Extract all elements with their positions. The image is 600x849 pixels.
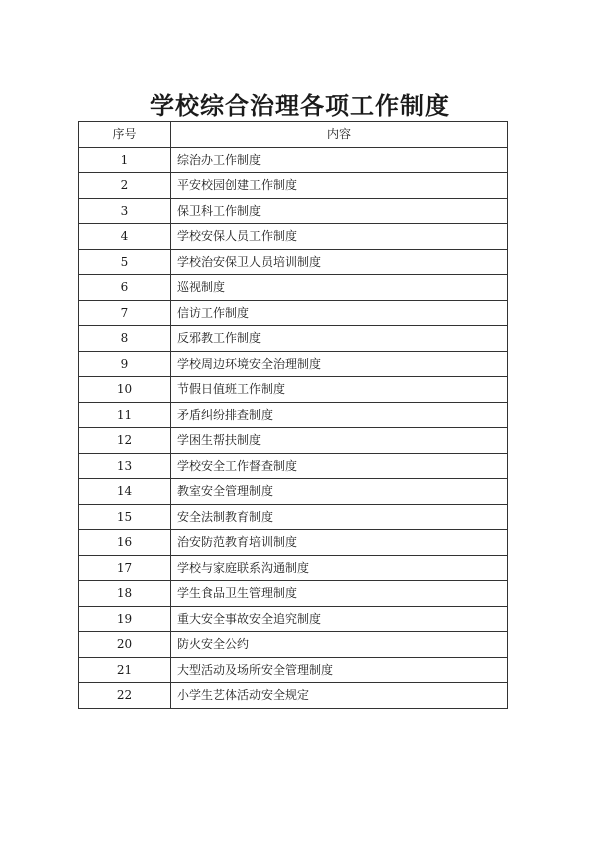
table-body — [79, 147, 508, 708]
row-number: 11 — [79, 402, 171, 428]
row-content: 保卫科工作制度 — [171, 198, 508, 224]
row-content: 大型活动及场所安全管理制度 — [171, 657, 508, 683]
table-row — [79, 326, 508, 352]
table-row — [79, 275, 508, 301]
table-row — [79, 504, 508, 530]
row-number: 9 — [79, 351, 171, 377]
row-content: 小学生艺体活动安全规定 — [171, 683, 508, 709]
rules-table — [78, 121, 508, 709]
page-title: 学校综合治理各项工作制度 — [150, 91, 450, 120]
row-content: 矛盾纠纷排查制度 — [171, 402, 508, 428]
row-number: 15 — [79, 504, 171, 530]
row-content: 学校与家庭联系沟通制度 — [171, 555, 508, 581]
row-content: 学校安全工作督查制度 — [171, 453, 508, 479]
row-number: 10 — [79, 377, 171, 403]
row-content: 平安校园创建工作制度 — [171, 173, 508, 199]
table-row — [79, 147, 508, 173]
row-number: 17 — [79, 555, 171, 581]
row-number: 1 — [79, 147, 171, 173]
table-row — [79, 377, 508, 403]
table-row — [79, 249, 508, 275]
table-row — [79, 683, 508, 709]
row-content: 学校周边环境安全治理制度 — [171, 351, 508, 377]
row-content: 巡视制度 — [171, 275, 508, 301]
table-row — [79, 173, 508, 199]
row-number: 2 — [79, 173, 171, 199]
header-number: 序号 — [79, 122, 171, 148]
table-row — [79, 581, 508, 607]
row-number: 5 — [79, 249, 171, 275]
row-number: 16 — [79, 530, 171, 556]
table-row — [79, 224, 508, 250]
row-content: 安全法制教育制度 — [171, 504, 508, 530]
row-number: 22 — [79, 683, 171, 709]
row-content: 学校安保人员工作制度 — [171, 224, 508, 250]
table-header-row — [79, 122, 508, 148]
table-row — [79, 555, 508, 581]
table-row — [79, 300, 508, 326]
table-row — [79, 351, 508, 377]
table-row — [79, 657, 508, 683]
row-number: 13 — [79, 453, 171, 479]
row-content: 教室安全管理制度 — [171, 479, 508, 505]
row-number: 3 — [79, 198, 171, 224]
row-number: 19 — [79, 606, 171, 632]
row-content: 综治办工作制度 — [171, 147, 508, 173]
row-content: 学校治安保卫人员培训制度 — [171, 249, 508, 275]
table-row — [79, 198, 508, 224]
row-number: 20 — [79, 632, 171, 658]
row-content: 学生食品卫生管理制度 — [171, 581, 508, 607]
row-number: 7 — [79, 300, 171, 326]
row-content: 防火安全公约 — [171, 632, 508, 658]
row-number: 4 — [79, 224, 171, 250]
row-content: 节假日值班工作制度 — [171, 377, 508, 403]
row-content: 治安防范教育培训制度 — [171, 530, 508, 556]
row-content: 重大安全事故安全追究制度 — [171, 606, 508, 632]
row-number: 18 — [79, 581, 171, 607]
row-number: 21 — [79, 657, 171, 683]
row-number: 8 — [79, 326, 171, 352]
table-row — [79, 606, 508, 632]
row-content: 反邪教工作制度 — [171, 326, 508, 352]
header-content: 内容 — [171, 122, 508, 148]
row-number: 6 — [79, 275, 171, 301]
table-row — [79, 428, 508, 454]
table-row — [79, 632, 508, 658]
table-row — [79, 453, 508, 479]
table-row — [79, 479, 508, 505]
row-number: 12 — [79, 428, 171, 454]
table-row — [79, 402, 508, 428]
row-content: 信访工作制度 — [171, 300, 508, 326]
row-number: 14 — [79, 479, 171, 505]
row-content: 学困生帮扶制度 — [171, 428, 508, 454]
table-row — [79, 530, 508, 556]
